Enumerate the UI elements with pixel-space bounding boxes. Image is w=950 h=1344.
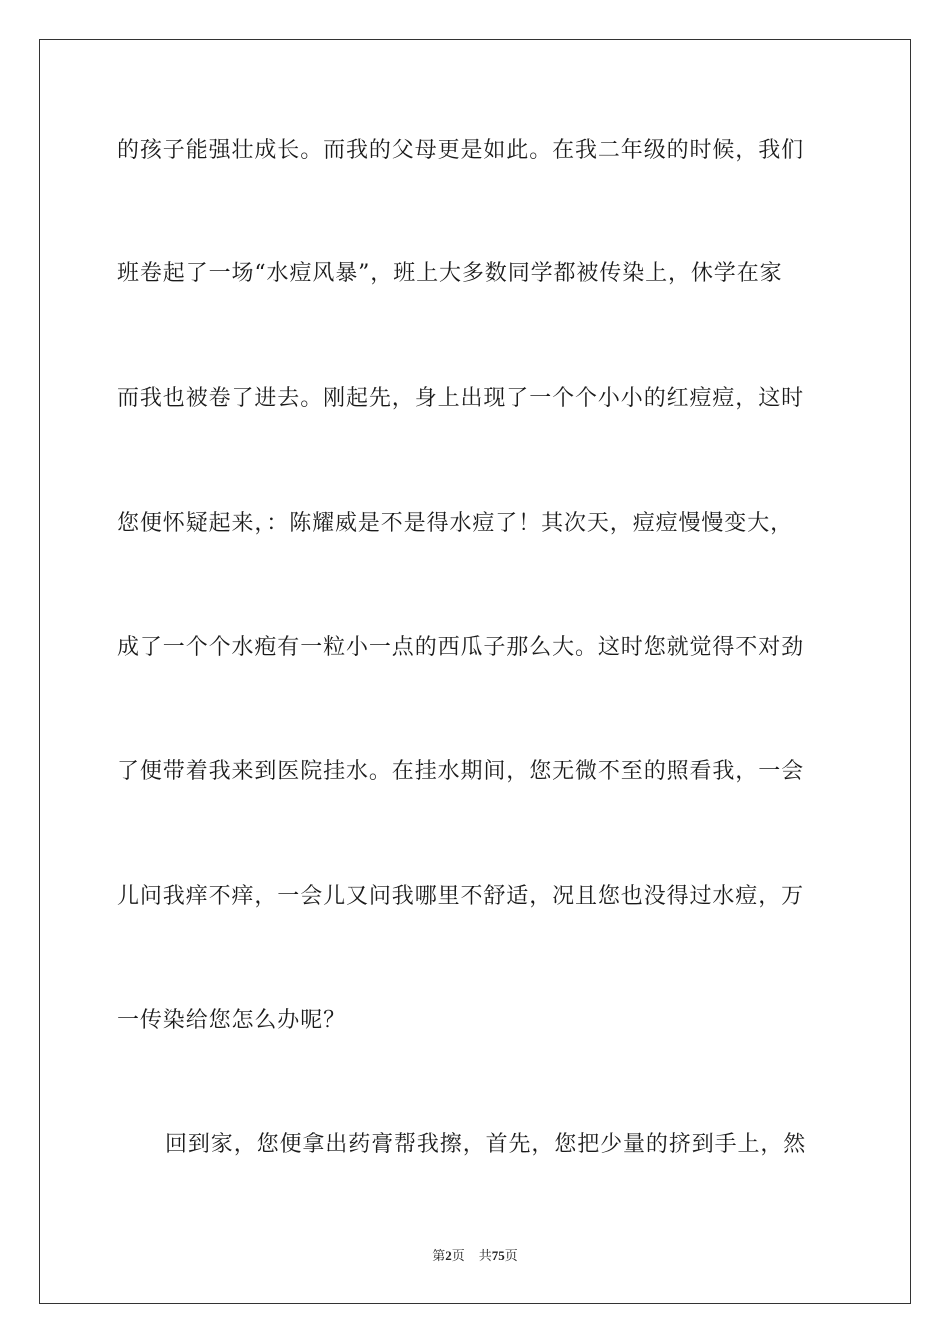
body-text-line: 一传染给您怎么办呢？ — [117, 1008, 347, 1033]
body-text-line: 成了一个个水疱有一粒小一点的西瓜子那么大。这时您就觉得不对劲 — [117, 635, 805, 660]
body-text-line: 您便怀疑起来，：陈耀威是不是得水痘了！其次天，痘痘慢慢变大， — [117, 511, 794, 536]
body-text-line: 班卷起了一场“水痘风暴”，班上大多数同学都被传染上，休学在家 — [117, 261, 783, 286]
total-prefix: 共 — [478, 1249, 492, 1264]
page-border — [39, 39, 911, 1304]
page-prefix: 第 — [432, 1249, 446, 1264]
body-text-line: 的孩子能强壮成长。而我的父母更是如此。在我二年级的时候，我们 — [117, 138, 805, 163]
paragraph-first-line: 回到家，您便拿出药膏帮我擦，首先，您把少量的挤到手上，然 — [165, 1132, 807, 1157]
page-footer — [0, 1246, 950, 1267]
total-suffix: 页 — [504, 1249, 518, 1264]
total-pages: 75 — [491, 1248, 505, 1263]
body-text-line: 而我也被卷了进去。刚起先，身上出现了一个个小小的红痘痘，这时 — [117, 386, 805, 411]
body-text-line: 儿问我痒不痒，一会儿又问我哪里不舒适，况且您也没得过水痘，万 — [117, 884, 805, 909]
body-text-line: 了便带着我来到医院挂水。在挂水期间，您无微不至的照看我，一会 — [117, 759, 805, 784]
page-suffix: 页 — [451, 1249, 465, 1264]
page-number: 2 — [445, 1248, 452, 1263]
